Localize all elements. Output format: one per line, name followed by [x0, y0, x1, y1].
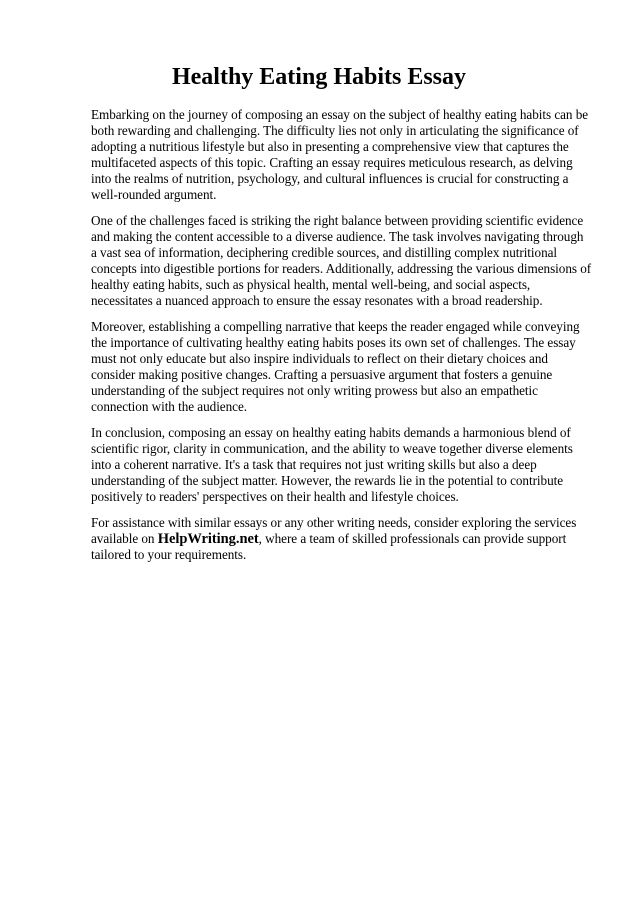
closing-text-after: , where a team of skilled professionals can provide support tailored to your requirements. — [91, 531, 567, 562]
paragraph-conclusion: In conclusion, composing an essay on healthy eating habits demands a harmonious blend of scientific rigor, clarity in communication, and the ability to weave together diverse elements into a coherent narrative. It's a task that requires not just writing skills but also a deep understanding of the subject matter. However, the rewards lie in the potential to contribute positively to readers' perspectives on their health and lifestyle choices. — [91, 425, 573, 504]
paragraph-challenges: One of the challenges faced is striking the right balance between providing scientific evidence and making the content accessible to a diverse audience. The task involves navigating through a vast sea of information, deciphering credible sources, and distilling complex nutritional concepts into digestible portions for readers. Additionally, addressing the various dimensions of healthy eating habits, such as physical health, mental well-being, and social aspects, necessitates a nuanced approach to ensure the essay resonates with a broad readership. — [91, 213, 592, 308]
helpwriting-link[interactable]: HelpWriting.net — [157, 531, 259, 547]
paragraph-narrative: Moreover, establishing a compelling narrative that keeps the reader engaged while conveying the importance of cultivating healthy eating habits poses its own set of challenges. The essay must not only educate but also inspire individuals to reflect on their dietary choices and consider making positive changes. Crafting a persuasive argument that fosters a genuine understanding of the subject requires not only writing prowess but also an empathetic connection with the audience. — [91, 319, 580, 414]
closing-text-before: For assistance with similar essays or any other writing needs, consider exploring the services available on — [91, 515, 577, 546]
paragraph-intro: Embarking on the journey of composing an essay on the subject of healthy eating habits can be both rewarding and challenging. The difficulty lies not only in articulating the significance of adopting a nutritious lifestyle but also in presenting a comprehensive view that captures the multifaceted aspects of this topic. Crafting an essay requires meticulous research, as delving into the realms of nutrition, psychology, and cultural influences is crucial for constructing a well-rounded argument. — [91, 107, 589, 202]
page-title: Healthy Eating Habits Essay — [171, 64, 467, 90]
paragraph-closing — [91, 515, 592, 563]
